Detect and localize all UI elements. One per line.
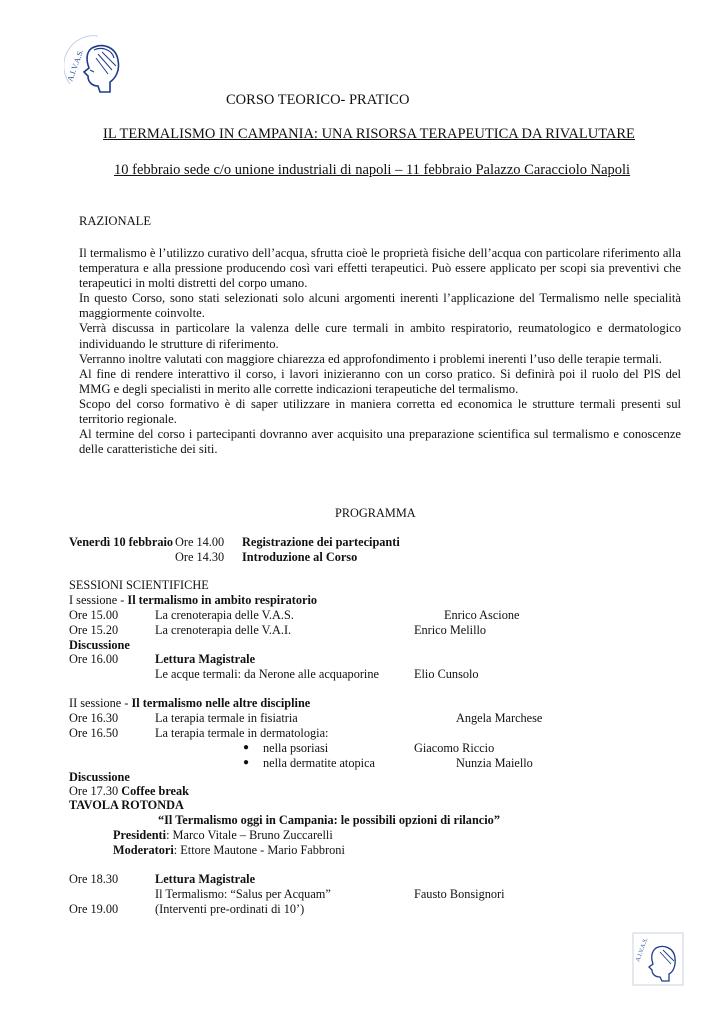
time: Ore 14.30 [175, 550, 225, 564]
time: Ore 17.30 [69, 784, 119, 798]
event: Registrazione dei partecipanti [242, 535, 400, 549]
speaker: Angela Marchese [456, 711, 543, 725]
presidenti-line [113, 828, 333, 843]
speaker: Enrico Ascione [444, 608, 520, 622]
speaker: Elio Cunsolo [414, 667, 479, 681]
moderatori-label: Moderatori [113, 843, 174, 857]
session-prefix: II sessione - [69, 696, 129, 710]
topic: La crenoterapia delle V.A.S. [155, 608, 294, 622]
razionale-paragraph: Al fine di rendere interattivo il corso, i lavori inizieranno con un corso pratico. Si definirà poi il ruolo del PlS del MMG e degli specialisti in merito alle corrette indicazioni terapeutiche del termalismo. [79, 366, 681, 396]
bullet-icon: ● [243, 757, 250, 768]
moderatori-line [113, 843, 345, 858]
speaker: Enrico Melillo [414, 623, 487, 637]
event: Introduzione al Corso [242, 550, 358, 564]
razionale-paragraph: Scopo del corso formativo è di saper utilizzare in maniera corretta ed economica le strutture termali presenti sul territorio regionale. [79, 396, 681, 427]
time: Ore 14.00 [175, 535, 225, 549]
discussion-label: Discussione [69, 638, 130, 652]
time: Ore 19.00 [69, 902, 119, 916]
razionale-paragraph: In questo Corso, sono stati selezionati solo alcuni argomenti inerenti l’applicazione del Termalismo nelle specialità maggiormente coinvolte. [79, 291, 681, 321]
logo-lettering: A.I.V.A.S. [635, 937, 650, 963]
razionale-body [79, 246, 681, 457]
logo-lettering: A.I.V.A.S. [65, 48, 86, 83]
razionale-paragraph: Il termalismo è l’utilizzo curativo dell’acqua, sfrutta cioè le proprietà fisiche dell’acqua con particolare riferimento alla temperatura e alla pressione producendo così vari effetti terapeutici. Può essere applicato per scopi sia preventivi che terapeutici in molti distretti del corpo umano. [79, 246, 681, 291]
sessioni-heading: SESSIONI SCIENTIFICHE [69, 578, 209, 592]
session-title: Il termalismo nelle altre discipline [131, 696, 311, 710]
course-title: CORSO TEORICO- PRATICO [226, 92, 410, 108]
topic: Lettura Magistrale [155, 872, 256, 886]
speaker: Giacomo Riccio [414, 741, 495, 755]
presidenti-names: : Marco Vitale – Bruno Zuccarelli [166, 828, 333, 842]
topic: La crenoterapia delle V.A.I. [155, 623, 292, 637]
moderatori-names: : Ettore Mautone - Mario Fabbroni [173, 843, 345, 857]
topic: La terapia termale in dermatologia: [155, 726, 329, 740]
time: Ore 15.00 [69, 608, 119, 622]
speaker: Fausto Bonsignori [414, 887, 505, 901]
aivas-logo-small [632, 932, 684, 986]
topic: Coffee break [121, 784, 189, 798]
session-header [69, 696, 310, 711]
topic: nella dermatite atopica [263, 756, 375, 770]
presidenti-label: Presidenti [113, 828, 167, 842]
time: Ore 16.30 [69, 711, 119, 725]
razionale-heading: RAZIONALE [79, 214, 152, 228]
topic: nella psoriasi [263, 741, 329, 755]
session-header [69, 593, 317, 608]
razionale-paragraph: Verranno inoltre valutati con maggiore chiarezza ed approfondimento i problemi inerenti l’uso delle terapie termali. [79, 351, 662, 366]
programma-heading: PROGRAMMA [335, 506, 416, 520]
day-label: Venerdì 10 febbraio [69, 535, 174, 549]
topic-subtitle: Il Termalismo: “Salus per Acquam” [155, 887, 331, 901]
topic: (Interventi pre-ordinati di 10’) [155, 902, 305, 916]
razionale-paragraph: Al termine del corso i partecipanti dovranno aver acquisito una preparazione scientifica sul termalismo e conoscenze delle caratteristiche dei siti. [79, 427, 681, 457]
topic-subtitle: Le acque termali: da Nerone alle acquaporine [155, 667, 379, 681]
topic: Lettura Magistrale [155, 652, 256, 666]
coffee-break-row [69, 784, 189, 799]
time: Ore 18.30 [69, 872, 119, 886]
session-title: Il termalismo in ambito respiratorio [127, 593, 318, 607]
razionale-paragraph: Verrà discussa in particolare la valenza delle cure termali in ambito respiratorio, reumatologico e dermatologico individuando le strutture di riferimento. [79, 321, 681, 351]
discussion-label: Discussione [69, 770, 130, 784]
aivas-logo [64, 30, 128, 100]
tavola-title: “Il Termalismo oggi in Campania: le possibili opzioni di rilancio” [158, 813, 500, 827]
bullet-icon: ● [243, 742, 250, 753]
course-dates: 10 febbraio sede c/o unione industriali di napoli – 11 febbraio Palazzo Caracciolo Napoli [114, 162, 631, 178]
session-prefix: I sessione - [69, 593, 125, 607]
topic: La terapia termale in fisiatria [155, 711, 298, 725]
time: Ore 15.20 [69, 623, 119, 637]
time: Ore 16.00 [69, 652, 119, 666]
time: Ore 16.50 [69, 726, 119, 740]
course-subtitle: IL TERMALISMO IN CAMPANIA: UNA RISORSA TERAPEUTICA DA RIVALUTARE [103, 126, 635, 142]
speaker: Nunzia Maiello [456, 756, 533, 770]
tavola-heading: TAVOLA ROTONDA [69, 798, 184, 812]
